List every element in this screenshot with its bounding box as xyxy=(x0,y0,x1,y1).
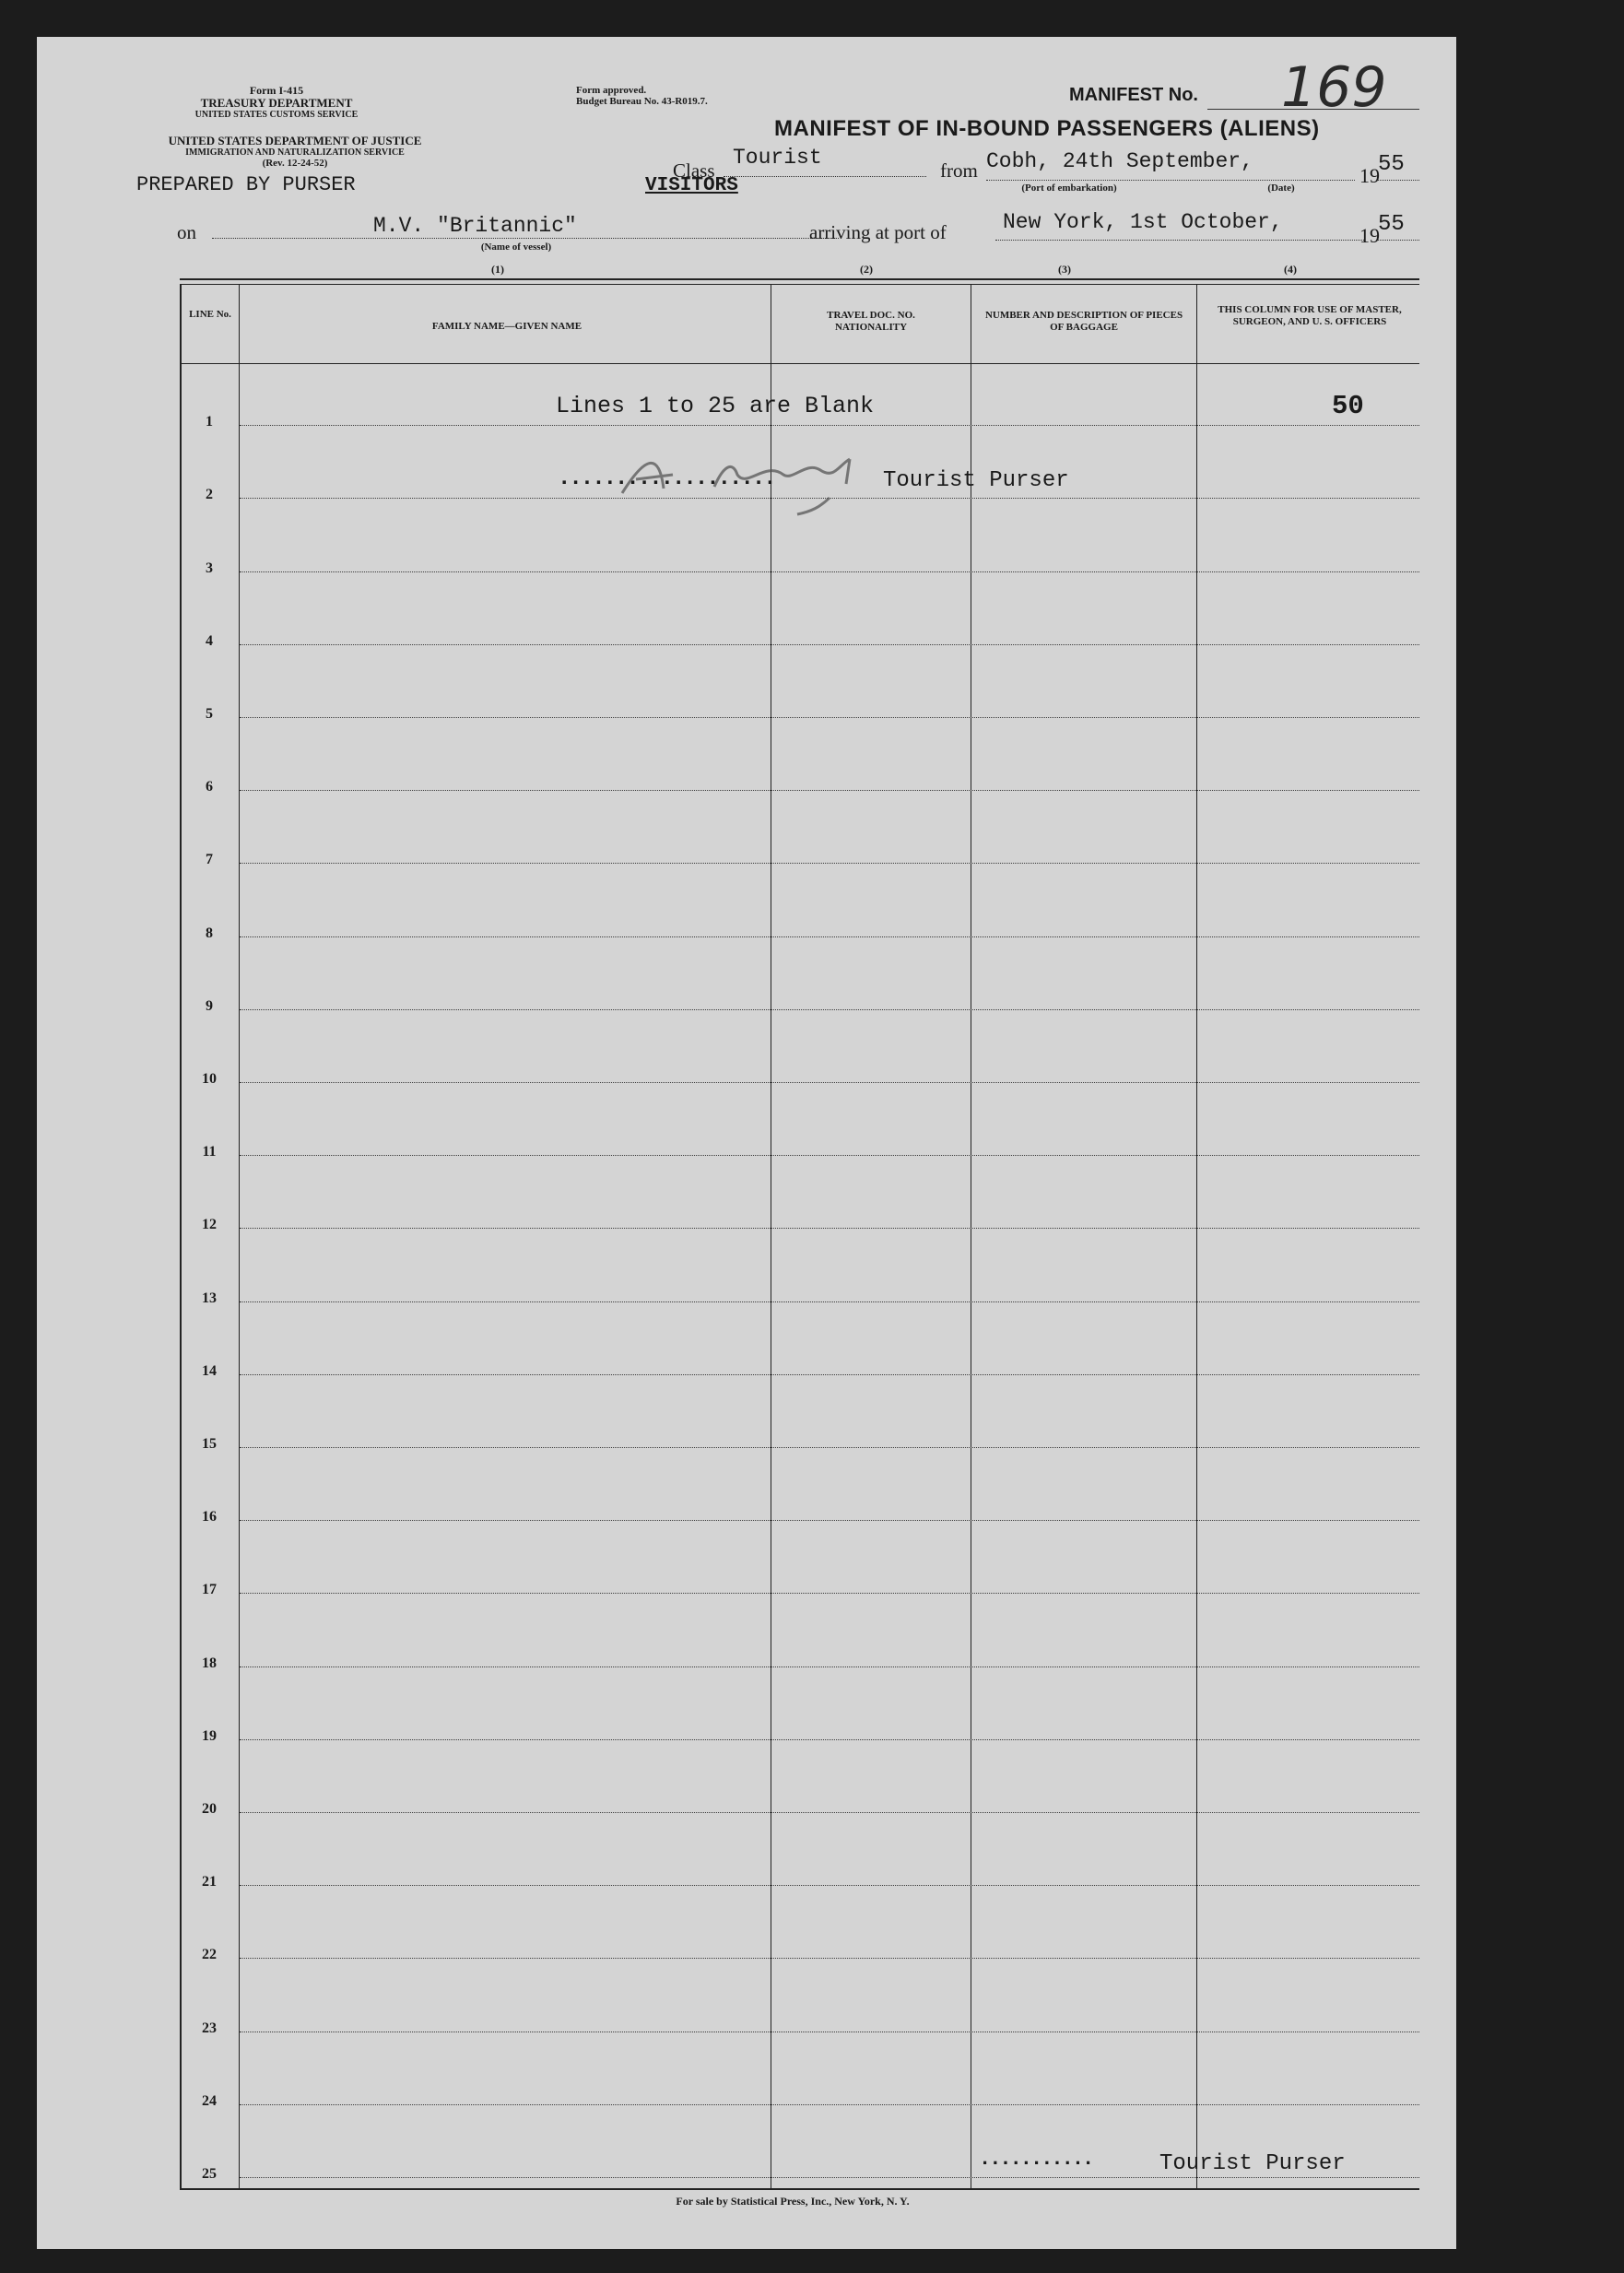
line-number: 24 xyxy=(202,2092,217,2109)
line-number: 20 xyxy=(202,1801,217,1817)
col-num-3: (3) xyxy=(1058,263,1071,276)
row-rule xyxy=(240,1009,1419,1010)
line-number: 15 xyxy=(202,1436,217,1452)
line-number: 3 xyxy=(206,559,213,576)
line-number: 4 xyxy=(206,632,213,649)
line-number: 12 xyxy=(202,1217,217,1233)
col-num-4: (4) xyxy=(1284,263,1297,276)
on-label: on xyxy=(177,221,196,243)
table-bottom-rule xyxy=(180,2188,1419,2190)
line-number: 10 xyxy=(202,1071,217,1087)
col-divider-4 xyxy=(1196,284,1197,2190)
embarkation-caption: (Port of embarkation) xyxy=(1021,183,1117,194)
row-rule xyxy=(240,863,1419,864)
year-value-2: 55 xyxy=(1378,212,1405,237)
row-rule xyxy=(240,936,1419,937)
customs-service: UNITED STATES CUSTOMS SERVICE xyxy=(194,110,359,120)
header-officers: THIS COLUMN FOR USE OF MASTER, SURGEON, AND U. S. OFFICERS xyxy=(1218,304,1402,327)
row-rule xyxy=(240,1666,1419,1667)
manifest-no-label: MANIFEST No. xyxy=(1069,85,1198,105)
form-approved: Form approved. xyxy=(576,85,647,96)
line-number: 6 xyxy=(206,779,213,795)
justice-dept: UNITED STATES DEPARTMENT OF JUSTICE xyxy=(168,134,422,147)
line-number: 22 xyxy=(202,1947,217,1963)
passenger-count: 50 xyxy=(1332,391,1364,421)
table-top-rule-2 xyxy=(180,284,1419,285)
row-rule xyxy=(240,1301,1419,1302)
header-baggage: NUMBER AND DESCRIPTION OF PIECES OF BAGGAGE xyxy=(984,310,1183,333)
row-rule xyxy=(240,1593,1419,1594)
year-prefix-1: 19 xyxy=(1359,164,1380,187)
line-number: 25 xyxy=(202,2166,217,2182)
line-number: 23 xyxy=(202,2020,217,2036)
embarkation-value: Cobh, 24th September, xyxy=(986,149,1253,173)
from-label: from xyxy=(940,159,978,182)
header-line-no: LINE No. xyxy=(189,309,231,320)
line-number: 19 xyxy=(202,1727,217,1744)
row-rule xyxy=(240,2177,1419,2178)
row-rule xyxy=(240,1228,1419,1229)
ins-service: IMMIGRATION AND NATURALIZATION SERVICE xyxy=(185,147,405,158)
class-rule xyxy=(724,176,926,177)
row-rule xyxy=(240,1447,1419,1448)
manifest-page xyxy=(37,37,1456,2249)
manifest-number: 169 xyxy=(1281,55,1387,120)
printer-imprint: For sale by Statistical Press, Inc., New York, N. Y. xyxy=(676,2195,910,2208)
row-rule xyxy=(240,644,1419,645)
col-num-2: (2) xyxy=(860,263,873,276)
arrival-rule xyxy=(995,240,1364,241)
vessel-caption: (Name of vessel) xyxy=(480,241,552,253)
row-rule xyxy=(240,1812,1419,1813)
line-number: 5 xyxy=(206,706,213,722)
line-number: 17 xyxy=(202,1582,217,1598)
row-rule xyxy=(240,425,1419,426)
line-number: 8 xyxy=(206,925,213,941)
year-rule-2 xyxy=(1378,240,1419,241)
col-divider-1 xyxy=(239,284,240,2190)
manifest-title: MANIFEST OF IN-BOUND PASSENGERS (ALIENS) xyxy=(774,116,1320,141)
purser-signature xyxy=(608,442,912,516)
arriving-label: arriving at port of xyxy=(809,221,947,243)
line-number: 11 xyxy=(202,1144,217,1160)
vessel-name: M.V. "Britannic" xyxy=(373,214,577,238)
treasury-dept: TREASURY DEPARTMENT xyxy=(200,96,353,110)
line-number: 16 xyxy=(202,1509,217,1525)
from-rule xyxy=(986,180,1355,181)
row-rule xyxy=(240,717,1419,718)
signature-dots: ................... xyxy=(558,466,775,491)
row-rule xyxy=(240,571,1419,572)
line-number: 2 xyxy=(206,487,213,503)
line-number: 18 xyxy=(202,1655,217,1671)
arrival-value: New York, 1st October, xyxy=(1003,210,1283,234)
prepared-by: PREPARED BY PURSER xyxy=(136,173,356,196)
year-rule-1 xyxy=(1378,180,1419,181)
row-rule xyxy=(240,1520,1419,1521)
revision-date: (Rev. 12-24-52) xyxy=(262,158,328,169)
row-rule xyxy=(240,2104,1419,2105)
header-name: FAMILY NAME—GIVEN NAME xyxy=(431,321,583,332)
bottom-purser-title: Tourist Purser xyxy=(1159,2151,1346,2176)
row-rule xyxy=(240,1155,1419,1156)
year-value-1: 55 xyxy=(1378,152,1405,177)
row-rule xyxy=(240,1885,1419,1886)
line-number: 9 xyxy=(206,997,213,1014)
visitors-stamp: VISITORS xyxy=(645,175,738,196)
form-number: Form I-415 xyxy=(249,84,304,97)
row-rule xyxy=(240,790,1419,791)
col-num-1: (1) xyxy=(491,263,504,276)
bottom-dots: ........... xyxy=(979,2148,1093,2171)
line-number: 7 xyxy=(206,852,213,868)
row-rule xyxy=(240,1082,1419,1083)
table-top-rule xyxy=(180,278,1419,280)
line-number: 21 xyxy=(202,1874,217,1890)
line-number: 1 xyxy=(206,414,213,430)
budget-bureau: Budget Bureau No. 43-R019.7. xyxy=(576,96,708,107)
class-label: Class xyxy=(673,159,715,182)
class-value: Tourist xyxy=(733,146,822,170)
header-bottom-rule xyxy=(180,363,1419,364)
row-rule xyxy=(240,1958,1419,1959)
row-rule xyxy=(240,1739,1419,1740)
header-travel-doc: TRAVEL DOC. NO. NATIONALITY xyxy=(827,310,915,333)
date-caption: (Date) xyxy=(1267,183,1295,194)
row-rule xyxy=(240,1374,1419,1375)
line-number: 14 xyxy=(202,1362,217,1379)
blank-lines-note: Lines 1 to 25 are Blank xyxy=(556,393,875,419)
vessel-rule xyxy=(212,238,839,239)
line-number: 13 xyxy=(202,1290,217,1306)
year-prefix-2: 19 xyxy=(1359,224,1380,247)
signature-title: Tourist Purser xyxy=(883,468,1069,493)
